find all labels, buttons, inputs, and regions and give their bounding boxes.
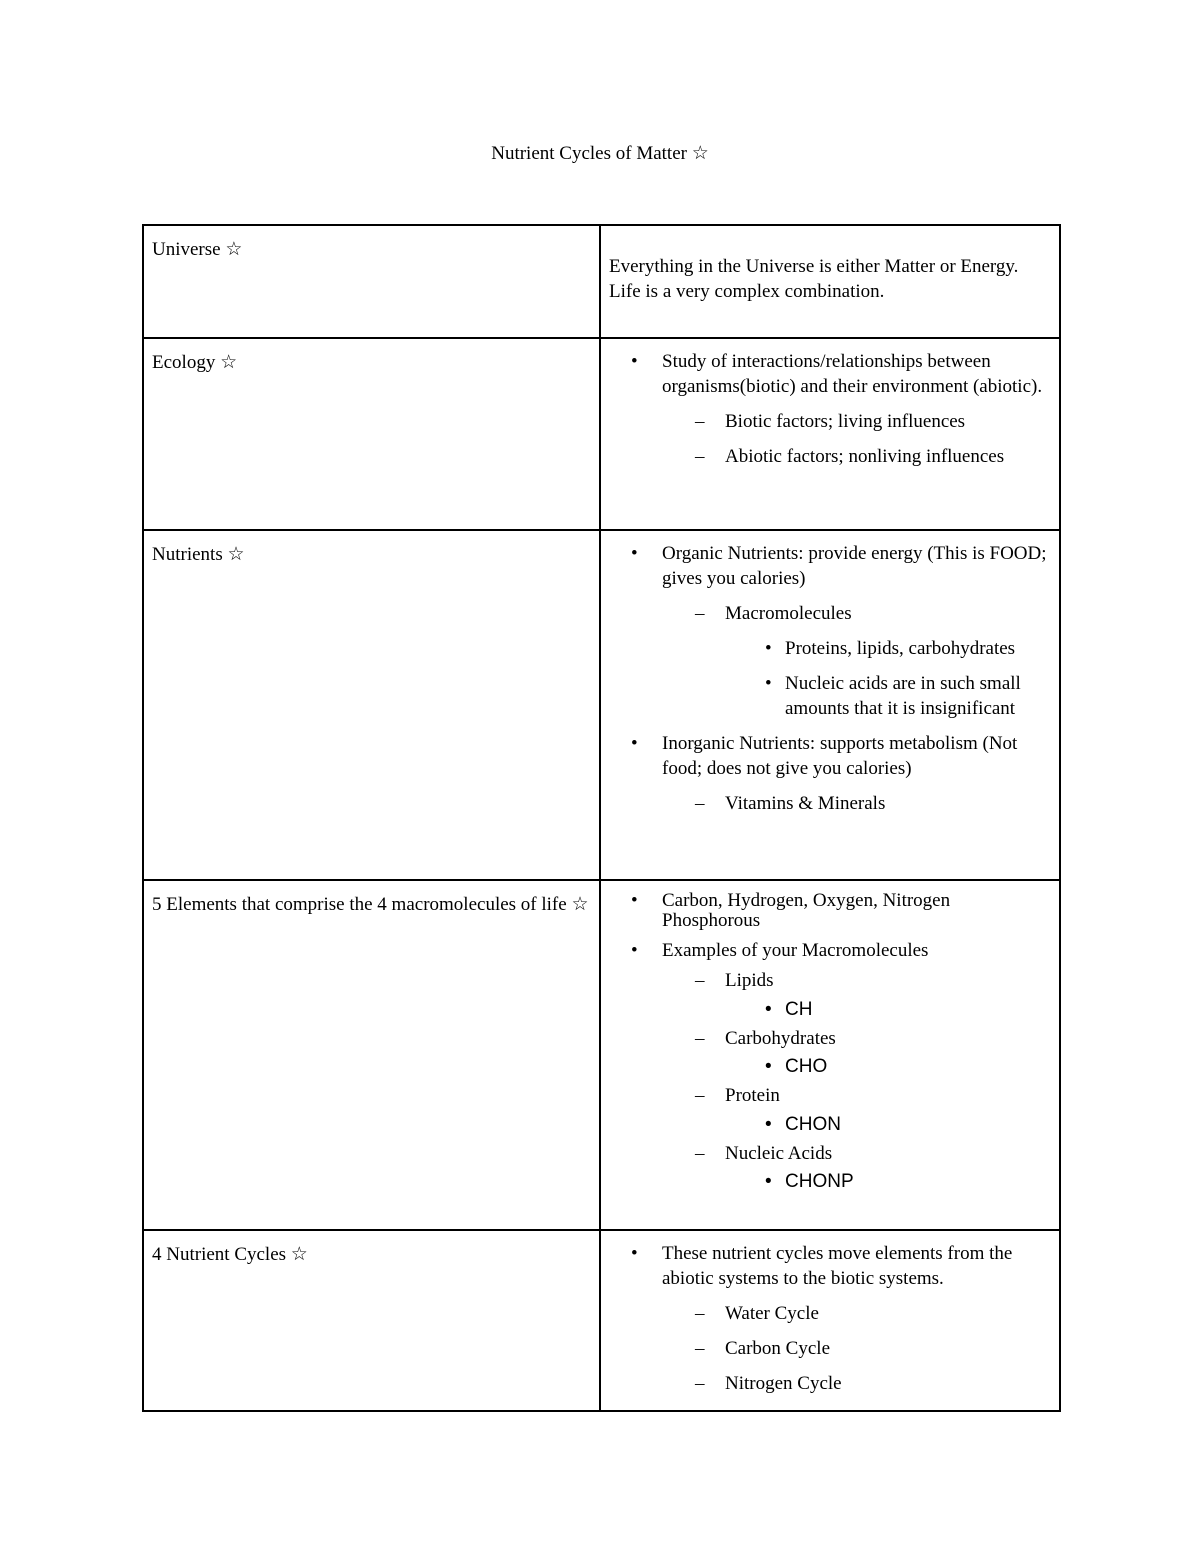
list-item: • Examples of your Macromolecules [631,940,929,961]
list-item: – Protein [695,1085,780,1106]
bullet-marker: • [765,1171,772,1192]
definition-cell [601,531,1059,879]
table-row [144,337,1059,529]
list-item: – Water Cycle [695,1303,819,1324]
term-cell: Nutrients ☆ [144,531,601,879]
list-item: • Inorganic Nutrients: supports metabolism (Not food; does not give you calories) [631,733,1018,779]
definitions-table [142,224,1061,1412]
dash-marker: – [695,411,705,432]
definition-cell [601,1231,1059,1410]
list-item: • These nutrient cycles move elements from the abiotic systems to the biotic systems. [631,1243,1013,1289]
bullet-marker: • [765,999,772,1020]
bullet-marker: • [765,673,772,694]
dash-marker: – [695,603,705,624]
bullet-marker: • [631,733,638,754]
dash-marker: – [695,1143,705,1164]
definition-cell [601,226,1059,337]
bullet-marker: • [765,1114,772,1135]
dash-marker: – [695,1303,705,1324]
list-item: – Carbohydrates [695,1028,836,1049]
bullet-marker: • [631,940,638,961]
list-item: – Biotic factors; living influences [695,411,966,432]
dash-marker: – [695,1028,705,1049]
definition-cell [601,339,1059,529]
list-item: • Study of interactions/relationships between organisms(biotic) and their environment (abiotic). [631,351,1043,397]
bullet-marker: • [765,1056,772,1077]
table-row [144,1229,1059,1410]
term-cell: 4 Nutrient Cycles ☆ [144,1231,601,1410]
dash-marker: – [695,446,705,467]
table-row [144,879,1059,1229]
list-item: • CHONP [765,1171,854,1192]
list-item: • CHO [765,1056,828,1077]
list-item: – Nucleic Acids [695,1143,833,1164]
list-item: – Macromolecules [695,603,852,624]
list-item: – Vitamins & Minerals [695,793,886,814]
table-row [144,226,1059,337]
dash-marker: – [695,1338,705,1359]
definition-text: Everything in the Universe is either Matter or Energy. Life is a very complex combination. [609,256,1019,302]
dash-marker: – [695,793,705,814]
list-item: – Abiotic factors; nonliving influences [695,446,1005,467]
table-row [144,529,1059,879]
page-title: Nutrient Cycles of Matter ☆ [491,143,709,164]
bullet-marker: • [631,543,638,564]
list-item: • Carbon, Hydrogen, Oxygen, Nitrogen Phosphorous [631,890,951,931]
term-cell: 5 Elements that comprise the 4 macromolecules of life ☆ [144,881,601,1229]
definition-cell [601,881,1059,1229]
list-item: – Lipids [695,970,774,991]
list-item: • Proteins, lipids, carbohydrates [765,638,1016,659]
bullet-marker: • [631,1243,638,1264]
dash-marker: – [695,1085,705,1106]
list-item: • Nucleic acids are in such small amounts that it is insignificant [765,673,1021,719]
bullet-marker: • [765,638,772,659]
list-item: • CHON [765,1114,841,1135]
dash-marker: – [695,1373,705,1394]
term-cell: Universe ☆ [144,226,601,337]
list-item: – Carbon Cycle [695,1338,831,1359]
list-item: • Organic Nutrients: provide energy (This is FOOD; gives you calories) [631,543,1047,589]
list-item: – Nitrogen Cycle [695,1373,842,1394]
bullet-marker: • [631,351,638,372]
list-item: • CH [765,999,813,1020]
dash-marker: – [695,970,705,991]
term-cell: Ecology ☆ [144,339,601,529]
bullet-marker: • [631,890,638,911]
